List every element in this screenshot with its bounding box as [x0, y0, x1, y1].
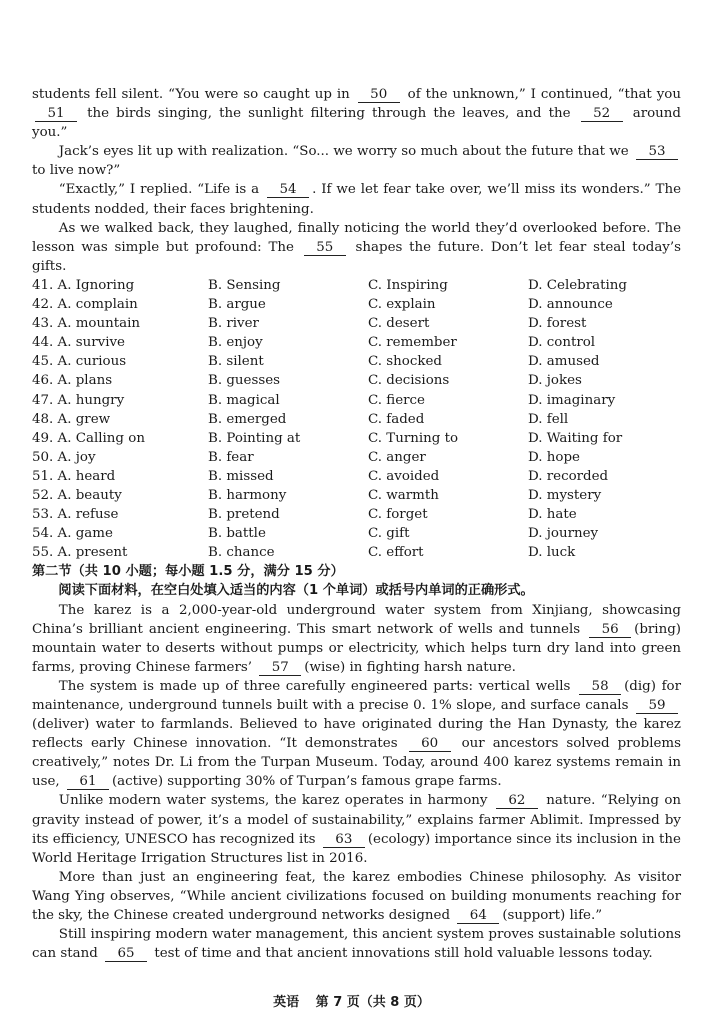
text: More than just an engineering feat, the karez embodies Chinese philosophy. As visitor Wang Ying observes, “While ancient civilizations focused on building monuments reaching for the sky, the Chinese created underground networks designed — [32, 869, 681, 924]
option-c: C. warmth — [368, 487, 439, 503]
option-a: 51. A. heard — [32, 468, 116, 484]
option-a: 47. A. hungry — [32, 392, 125, 408]
option-a: 44. A. survive — [32, 335, 125, 351]
passage-paragraph — [32, 219, 681, 276]
text: our ancestors solved problems creatively,” notes Dr. Li from the Turpan Museum. Today, around 400 karez systems remain in use, — [32, 736, 681, 790]
option-c: C. shocked — [368, 354, 442, 370]
text: Still inspiring modern water management, this ancient system proves sustainable solutions can stand — [32, 927, 681, 962]
text: Jack’s eyes lit up with realization. “So... we worry so much about the future that we — [58, 144, 629, 160]
blank-50: 50 — [358, 87, 400, 103]
option-d: D. jokes — [528, 373, 582, 389]
text: shapes the future. Don’t let fear steal today’s gifts. — [32, 239, 681, 274]
footer-subject: 英语 — [273, 995, 300, 1010]
text: (wise) in fighting harsh nature. — [304, 659, 516, 675]
option-a: 49. A. Calling on — [32, 430, 145, 446]
option-b: B. emerged — [208, 411, 287, 427]
text: around you.” — [32, 106, 682, 141]
text: The karez is a 2,000-year-old underground water system from Xinjiang, showcasing China’s brilliant ancient engineering. This smart network of wells and tunnels — [32, 602, 681, 637]
text: test of time and that ancient innovations still hold valuable lessons today. — [154, 946, 653, 962]
text: As we walked back, they laughed, finally noticing the world they’d overlooked before. The lesson was simple but profound: The — [32, 220, 681, 255]
option-a: 54. A. game — [32, 526, 113, 542]
blank-51: 51 — [35, 106, 77, 122]
option-a: 48. A. grew — [32, 411, 111, 427]
option-a: 42. A. complain — [32, 297, 138, 313]
text: . If we let fear take over, we’ll miss its wonders.” The students nodded, their faces brightening. — [32, 182, 681, 217]
footer-page-number: 第 7 页（共 8 页） — [315, 995, 430, 1010]
option-c: C. avoided — [368, 468, 440, 484]
option-c: C. Inspiring — [368, 277, 448, 293]
option-a: 43. A. mountain — [32, 316, 141, 332]
option-c: C. faded — [368, 411, 425, 427]
option-b: B. enjoy — [208, 335, 263, 351]
passage-paragraph — [32, 601, 681, 677]
option-d: D. imaginary — [528, 392, 616, 408]
option-d: D. fell — [528, 411, 569, 427]
passage-paragraph — [32, 925, 681, 963]
option-b: B. fear — [208, 449, 254, 465]
blank-61: 61 — [67, 774, 109, 790]
text: (bring) mountain water to deserts without pumps or electricity, which helps turn dry land into green farms, proving Chinese farmers’ — [32, 621, 681, 675]
option-b: B. chance — [208, 545, 275, 561]
text: (support) life.” — [502, 908, 603, 924]
option-a: 52. A. beauty — [32, 487, 122, 503]
option-a: 55. A. present — [32, 545, 128, 561]
text: nature. “Relying on gravity instead of power, it’s a model of sustainability,” explains farmer Ablimit. Impressed by its efficiency, UNESCO has recognized its — [32, 793, 681, 847]
text: to live now?” — [32, 163, 121, 179]
option-b: B. Sensing — [208, 277, 281, 293]
text: (dig) for maintenance, underground tunnels built with a precise 0. 1% slope, and surface canals — [32, 678, 681, 713]
text: (deliver) water to farmlands. Believed to have originated during the Han Dynasty, the karez reflects early Chinese innovation. “It demonstrates — [32, 717, 681, 752]
option-a: 50. A. joy — [32, 449, 96, 465]
option-b: B. harmony — [208, 487, 287, 503]
passage-paragraph — [32, 791, 681, 867]
option-a: 45. A. curious — [32, 354, 127, 370]
option-c: C. effort — [368, 545, 424, 561]
option-d: D. luck — [528, 545, 576, 561]
option-d: D. Celebrating — [528, 277, 627, 293]
passage-paragraph — [32, 868, 681, 925]
option-d: D. forest — [528, 316, 587, 332]
blank-57: 57 — [259, 660, 301, 676]
blank-56: 56 — [589, 622, 631, 638]
option-c: C. desert — [368, 316, 430, 332]
passage-paragraph — [32, 142, 681, 180]
option-d: D. hate — [528, 507, 577, 523]
option-c: C. remember — [368, 335, 457, 351]
text: “Exactly,” I replied. “Life is a — [58, 182, 260, 198]
blank-62: 62 — [496, 793, 538, 809]
option-b: B. magical — [208, 392, 280, 408]
option-b: B. battle — [208, 526, 266, 542]
blank-63: 63 — [323, 832, 365, 848]
blank-52: 52 — [581, 106, 623, 122]
section-instruction: 阅读下面材料，在空白处填入适当的内容（1 个单词）或括号内单词的正确形式。 — [58, 583, 534, 599]
option-a: 46. A. plans — [32, 373, 113, 389]
text: Unlike modern water systems, the karez operates in harmony — [58, 793, 488, 809]
option-b: B. missed — [208, 468, 274, 484]
blank-60: 60 — [409, 736, 451, 752]
option-c: C. Turning to — [368, 430, 459, 446]
option-d: D. Waiting for — [528, 430, 623, 446]
option-a: 41. A. Ignoring — [32, 277, 135, 293]
passage-paragraph — [32, 85, 681, 142]
text: (active) supporting 30% of Turpan’s famous grape farms. — [111, 774, 502, 790]
option-b: B. pretend — [208, 507, 280, 523]
text: students fell silent. “You were so caught up in — [32, 87, 350, 102]
blank-59: 59 — [636, 698, 678, 714]
option-d: D. mystery — [528, 487, 602, 503]
option-d: D. announce — [528, 297, 613, 313]
blank-65: 65 — [105, 946, 147, 962]
text: of the unknown,” I continued, “that you — [407, 87, 681, 102]
option-c: C. decisions — [368, 373, 450, 389]
option-d: D. recorded — [528, 468, 609, 484]
option-d: D. journey — [528, 526, 599, 542]
option-d: D. hope — [528, 449, 580, 465]
option-c: C. explain — [368, 297, 436, 313]
option-d: D. control — [528, 335, 596, 351]
blank-58: 58 — [579, 679, 621, 695]
option-c: C. forget — [368, 507, 428, 523]
option-a: 53. A. refuse — [32, 507, 119, 523]
option-b: B. argue — [208, 297, 266, 313]
text: (ecology) importance since its inclusion in the World Heritage Irrigation Structures list in 2016. — [32, 831, 681, 866]
options-table — [32, 276, 681, 562]
option-b: B. guesses — [208, 373, 281, 389]
option-c: C. anger — [368, 449, 426, 465]
passage-paragraph — [32, 677, 681, 792]
text: the birds singing, the sunlight filtering through the leaves, and the — [87, 106, 571, 122]
option-c: C. fierce — [368, 392, 425, 408]
passage-paragraph — [32, 180, 681, 218]
blank-53: 53 — [636, 144, 678, 160]
option-b: B. silent — [208, 354, 264, 370]
option-b: B. river — [208, 316, 259, 332]
blank-55: 55 — [304, 240, 346, 256]
option-d: D. amused — [528, 354, 600, 370]
page-footer — [0, 991, 703, 1010]
text: The system is made up of three carefully engineered parts: vertical wells — [58, 678, 571, 694]
option-b: B. Pointing at — [208, 430, 301, 446]
section-heading: 第二节（共 10 小题；每小题 1.5 分，满分 15 分） — [32, 564, 344, 580]
option-c: C. gift — [368, 526, 410, 542]
blank-54: 54 — [267, 182, 309, 198]
blank-64: 64 — [457, 908, 499, 924]
